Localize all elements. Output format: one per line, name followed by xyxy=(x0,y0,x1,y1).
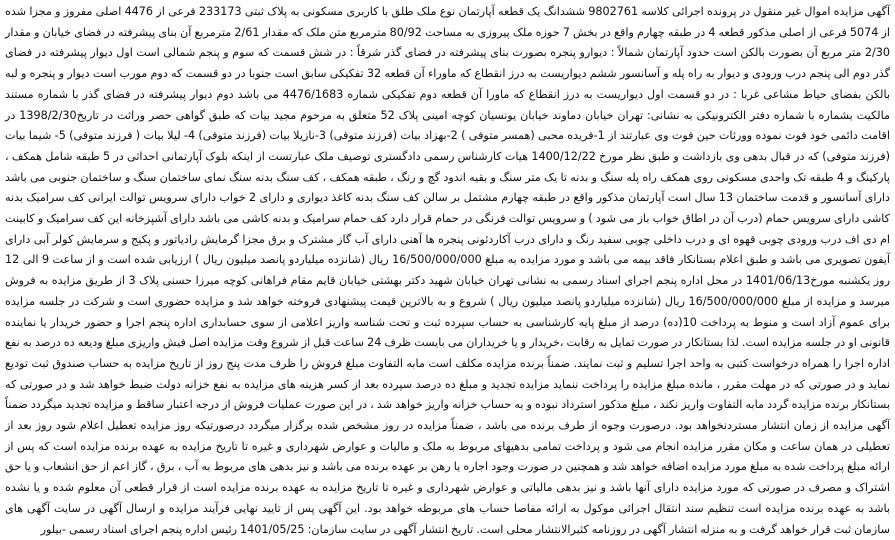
auction-notice-text: آگهی مزایده اموال غیر منقول در پرونده اجرائی کلاسه 9802761 ششدانگ یک قطعه آپارتمان نوع ملک طلق با کاربری مسکونی به پلاک ثبتی 233173 فرعی از 4476 اصلی مفروز و مجزا شده از 5074 فرعی از اصلی مذکور قطعه 4 در طبقه چهارم واقع در بخش 7 حوزه ملک پیروزی به مساحت 80/92 مترمربع متن ملک که مقدار 2/61 مترمربع آن بنای پیشرفته در فضای خیابان و مقدار 2/30 متر مربع آن بصورت بالکن است حدود آپارتمان شمالاً : دیوارو پنجره بصورت بنای پیشرفته در فضای گذر شرقاً : در شش قسمت که سوم و پنجم شمالی است اول دیوار پیشرفته در فضای گذر دوم الی پنجم درب ورودی و دیوار به راه پله و آسانسور ششم دیواریست به درز انقطاع که ماوراء آن قطعه 32 تفکیکی سابق است جنوبا در دو قسمت که دوم مورب است دیوار و پنجره و لبه بالکن بفضای حیاط مشاعی غربا : در دو قسمت اول دیواریست به درز انقطاع که ماورا آن قطعه دوم تفکیکی شماره 4476/1683 می باشد دوم دیوار پیشرفته در فضای گذر با شماره مستند مالکیت بشماره با شماره دفتر الکترونیکی به نشانی: تهران خیابان دماوند خیابان یونسیان کوچه امینی پلاک 52 متعلق به مرحوم مجید بیات که طبق گواهی حصر وراثت در تاریخ1398/2/30 در اقامت دائمی خود فوت نموده وورثات حین فوت وی عبارتند از 1-فریده محبی (همسر متوفی ) 2-بهزاد بیات (فرزند متوفی) 3-نازیلا بیات (فرزند متوفی) 4- لیلا بیات ( فرزند متوفی) 5- شیما بیات (فرزند متوفی) که در قبال بدهی وی بازداشت و طبق نظر مورخ 1400/12/22 هیات کارشناس رسمی دادگستری توصیف ملک عبارتست از اینکه بلوک آپارتمانی احداثی در 5 طبقه شامل همکف ، پارکینگ و 4 طبقه تک واحدی مسکونی روی همکف راه پله سنگ و بدنه تا یک متر سنگ و بقیه اندود گچ و رنگ ، طبقه همکف ، کف سنگ بدنه سنگ نمای ساختمان سنگ و ساختمان جنوبی می باشد دارای آسانسور و قدمت ساختمان 13 سال است آپارتمان مذکور واقع در طبقه چهارم مشتمل بر سالن کف سنگ بدنه کاغذ دیواری و دارای 2 خواب دارای سرویس توالت ایرانی کف سرامیک بدنه کاشی دارای سرویس حمام (درب آن در اطاق خواب باز می شود ) و سرویس توالت فرنگی در حمام قرار دارد کف حمام سرامیک و بدنه کاشی می باشد دارای آشپزخانه این کف سرامیک و کابینت ام دی اف درب ورودی چوبی قهوه ای و درب داخلی چوبی سفید رنگ و دارای درب آکاردئونی پنجره ها آهنی دارای آب گاز مشترک و برق مجزا گرمایش رادیاتور و پکیج و سرمایش کولر آبی دارای آیفون تصویری می باشد و طبق اعلام بستانکار فاقد بیمه می باشد و مورد مزایده به مبلغ 16/500/000/000 ریال (شانزده میلیاردو پانصد میلیون ریال ) ارزیابی شده است و از ساعت 9 الی 12 روز یکشنبه مورخ1401/06/13 در محل اداره پنجم اجرای اسناد رسمی به نشانی تهران خیابان شهید دکتر بهشتی خیابان قایم مقام فراهانی کوچه میرزا حسنی پلاک 3 از طریق مزایده به فروش میرسد و مزایده از مبلغ 16/500/000/000 ریال (شانزده میلیاردو پانصد میلیون ریال ) شروع و به بالاترین قیمت پیشنهادی فروخته خواهد شد و مزایده حضوری است و شرکت در جلسه مزایده برای عموم آزاد است و منوط به پرداخت 10(ده) درصد از مبلغ پایه کارشناسی به حساب سپرده ثبت و تحت شناسه واریز اعلامی از سوی حسابداری اداره پنجم اجرا و حضور خریدار یا نماینده قانونی او در جلسه مزایده است. لذا بستانکار در صورت تمایل به رقابت ،خریدار و یا خریداران می بایست ظرف 24 ساعت قبل از شروع وقت مزایده اصل فیش واریزی مبلغ ودیعه ده درصد به نفع اداره اجرا را همراه درخواست کتبی به واحد اجرا تسلیم و ثبت نمایند. ضمناً برنده مزایده مکلف است مابه التفاوت مبلغ فروش را ظرف مدت پنج روز از تاریخ مزایده به حساب صندوق ثبت تودیع نماید و در صورتی که در مهلت مقرر ، مانده مبلغ مزایده را پرداخت ننماید مزایده تجدید و مبلغ ده درصد سپرده بعد از کسر هزینه های مزایده به نفع خزانه دولت ضبط خواهد شد و در صورتی که بستانکار برنده مزایده گردد مابه التفاوت واریز نکند ، مبلغ مذکور استرداد نبوده و به حساب خزانه واریز خواهد شد ، در این صورت عملیات فروش از درجه اعتبار ساقط و مزایده تجدید میگردد ضمناً آگهی مزایده از زمان انتشار مستردنخواهد بود. درصورت وجوه از طرف برنده می باشد ، ضمناً مزایده در روز مشخص شده برگزار میگردد درصورتیکه روز مزایده تعطیل اعلام شود روز بعد از تعطیلی در همان ساعت و مکان مقرر مزایده انجام می شود و پرداخت تمامی بدهیهای مربوط به ملک و مالیات و عوارض شهرداری و غیره تا تاریخ مزایده به عهده برنده مزایده است که پس از ارائه مبلغ پرداخت شده به مبلغ مورد مزایده اضافه خواهد شد و همچنین در صورت وجود اجاره یا رهن بر عهده برنده می باشد و نیز بدهی های مربوط به آب ، برق ، گاز اعم از حق انشعاب و یا حق اشتراک و مصرف در صورتی که مورد مزایده دارای آنها باشد و نیز بدهی مالیاتی و عوارض شهرداری و غیره تا تاریخ مزایده به عهده برنده مزایده است از قرار قطعی آن معلوم شده و یا نشده باشد به عهده برنده مزایده است تنظیم سند انتقال اجرائی موکول به ارائه مفاصا حساب های مربوطه خواهد بود. این آگهی پس از تایید نهایی فرآیند مزایده و ارسال آگهی در سایت آگهی های سازمان ثبت قرار خواهد گرفت و به منزله انتشار آگهی در روزنامه کثیرالانتشار محلی است. تاریخ انتشار آگهی در سایت سازمان: 1401/05/25 رئیس اداره پنجم اجرای اسناد رسمی -بیلور xyxy=(5,5,891,536)
